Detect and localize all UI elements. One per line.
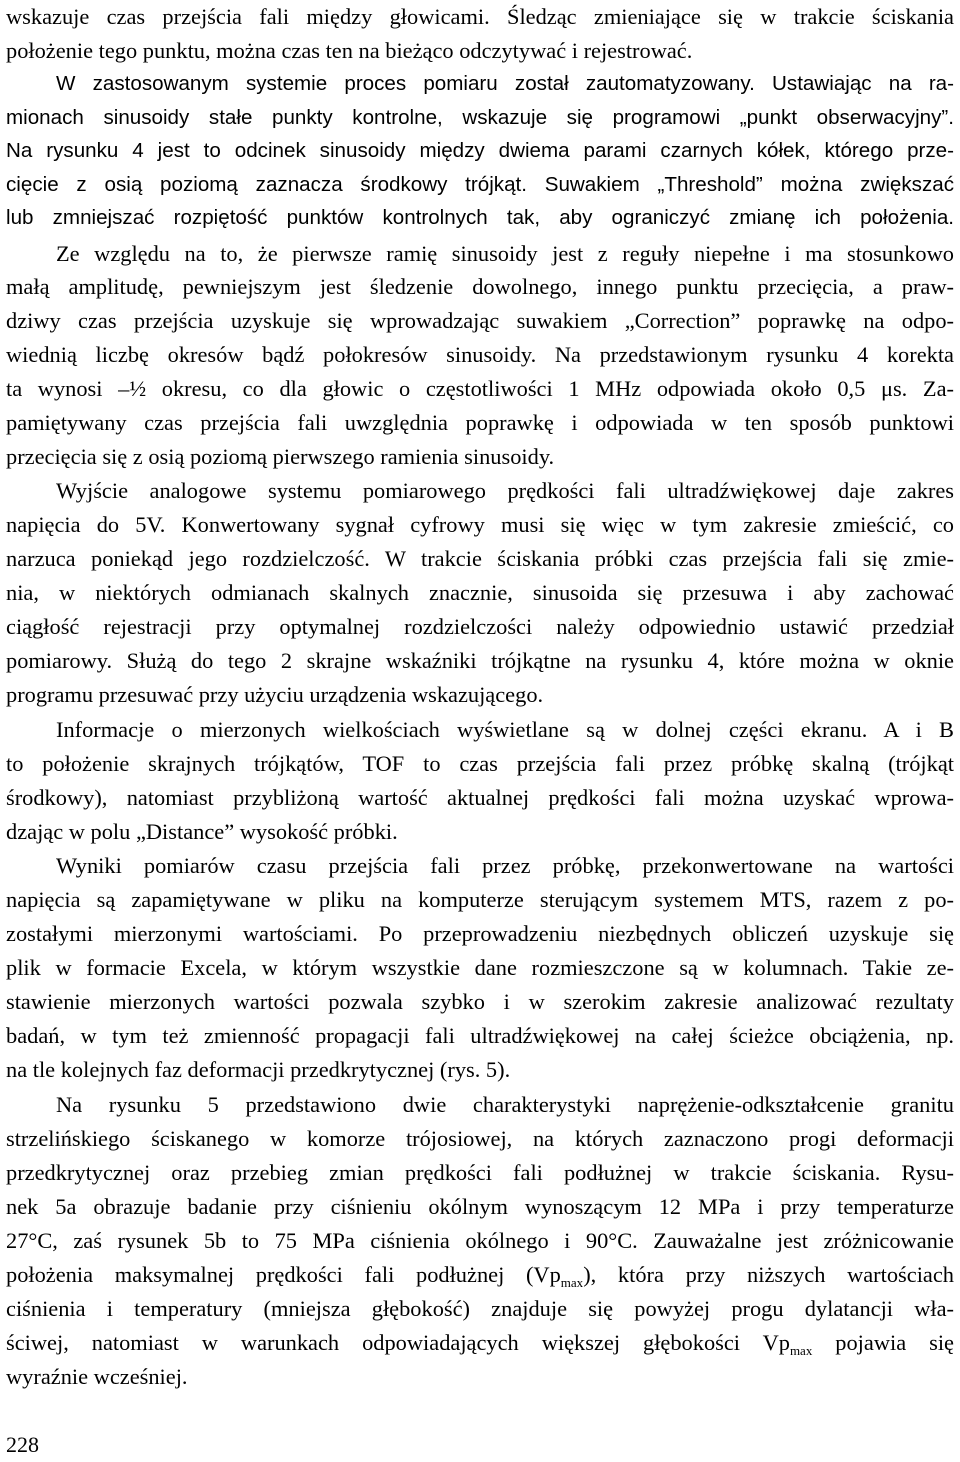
text-line: ciśnienia i temperatury (mniejsza głębokość) znajduje się powyżej progu dylatancji wła-	[6, 1296, 954, 1321]
text-line: ciągłość rejestracji przy optymalnej rozdzielczości należy odpowiednio ustawić przedział	[6, 614, 954, 639]
text-line: położenie tego punktu, można czas ten na bieżąco odczytywać i rejestrować.	[6, 37, 693, 63]
page-number: 228	[6, 1432, 39, 1457]
text-line: 27°C, zaś rysunek 5b to 75 MPa ciśnienia okólnego i 90°C. Zauważalne jest zróżnicowanie	[6, 1228, 954, 1253]
text-line: nia, w niektórych odmianach skalnych znacznie, sinusoida się przesuwa i aby zachować	[6, 580, 954, 605]
text-line: wskazuje czas przejścia fali między głowicami. Śledząc zmieniające się w trakcie ściskania	[6, 4, 954, 29]
text-line: wyraźnie wcześniej.	[6, 1364, 188, 1389]
text-line: strzelińskiego ściskanego w komorze trójosiowej, na których zaznaczono progi deformacji	[6, 1126, 954, 1151]
text-line: W zastosowanym systemie proces pomiaru został zautomatyzowany. Ustawiając na ra-	[56, 72, 954, 95]
text-line: Ze względu na to, że pierwsze ramię sinusoidy jest z reguły niepełne i ma stosunkowo	[56, 240, 954, 266]
text-line: pomiarowy. Służą do tego 2 skrajne wskaźniki trójkątne na rysunku 4, które można w oknie	[6, 648, 954, 673]
subscript: max	[789, 1343, 813, 1358]
text-line: pamiętywany czas przejścia fali uwzględnia poprawkę i odpowiada w ten sposób punktowi	[6, 410, 954, 435]
text-line: narzuca poniekąd jego rozdzielczość. W trakcie ściskania próbki czas przejścia fali się zmie-	[6, 546, 954, 571]
text-line: stawienie mierzonych wartości pozwala szybko i w szerokim zakresie analizować rezultaty	[6, 989, 954, 1014]
text-line: dziwy czas przejścia uzyskuje się wprowadzając suwakiem „Correction” poprawkę na odpo-	[6, 308, 954, 333]
text-line: Na rysunku 4 jest to odcinek sinusoidy między dwiema parami czarnych kółek, którego prze-	[6, 139, 954, 162]
text-line: plik w formacie Excela, w którym wszystkie dane rozmieszczone są w kolumnach. Takie ze-	[6, 955, 954, 980]
text-line	[6, 1326, 954, 1360]
text-line: dzając w polu „Distance” wysokość próbki.	[6, 819, 398, 844]
text-fragment: ściwej, natomiast w warunkach odpowiadających większej głębokości Vp	[6, 1330, 790, 1355]
text-line: przecięcia się z osią poziomą pierwszego ramienia sinusoidy.	[6, 444, 555, 469]
text-line: mionach sinusoidy stałe punkty kontrolne, wskazuje się programowi „punkt obserwacyjny”.	[6, 105, 954, 129]
text-line: Wyniki pomiarów czasu przejścia fali przez próbkę, przekonwertowane na wartości	[56, 853, 954, 878]
text-line: na tle kolejnych faz deformacji przedkrytycznej (rys. 5).	[6, 1057, 511, 1082]
text-line: Na rysunku 5 przedstawiono dwie charakterystyki naprężenie-odkształcenie granitu	[56, 1092, 954, 1117]
subscript: max	[560, 1275, 584, 1290]
text-fragment: ), która przy niższych wartościach	[583, 1262, 954, 1287]
text-line: napięcia do 5V. Konwertowany sygnał cyfrowy musi się więc w tym zakresie zmieścić, co	[6, 512, 954, 537]
text-line: środkowy), natomiast przybliżoną wartość aktualnej prędkości fali można uzyskać wprowa-	[6, 785, 954, 810]
text-line: lub zmniejszać rozpiętość punktów kontrolnych tak, aby ograniczyć zmianę ich położenia.	[6, 206, 954, 229]
text-line: to położenie skrajnych trójkątów, TOF to czas przejścia fali przez próbkę skalną (trójkąt	[6, 751, 954, 776]
text-line: Wyjście analogowe systemu pomiarowego prędkości fali ultradźwiękowej daje zakres	[56, 478, 954, 503]
text-line: wiednią liczbę okresów bądź połokresów sinusoidy. Na przedstawionym rysunku 4 korekta	[6, 342, 954, 367]
text-line: badań, w tym też zmienność propagacji fali ultradźwiękowej na całej ścieżce obciążenia, np.	[6, 1023, 954, 1048]
text-line: nek 5a obrazuje badanie przy ciśnieniu okólnym wynoszącym 12 MPa i przy temperaturze	[6, 1194, 954, 1219]
text-fragment: położenia maksymalnej prędkości fali podłużnej (Vp	[6, 1262, 561, 1287]
text-line: napięcia są zapamiętywane w pliku na komputerze sterującym systemem MTS, razem z po-	[6, 887, 954, 912]
text-line: programu przesuwać przy użyciu urządzenia wskazującego.	[6, 682, 544, 707]
text-line: przedkrytycznej oraz przebieg zmian prędkości fali podłużnej w trakcie ściskania. Rysu-	[6, 1160, 954, 1185]
text-line: Informacje o mierzonych wielkościach wyświetlane są w dolnej części ekranu. A i B	[56, 717, 954, 742]
text-line: małą amplitudę, pewniejszym jest śledzenie dowolnego, innego punktu przecięcia, a praw-	[6, 274, 954, 299]
text-line: ta wynosi –½ okresu, co dla głowic o częstotliwości 1 MHz odpowiada około 0,5 μs. Za-	[6, 376, 954, 401]
text-fragment: pojawia się	[812, 1330, 954, 1355]
text-line: zostałymi mierzonymi wartościami. Po przeprowadzeniu niezbędnych obliczeń uzyskuje się	[6, 921, 954, 946]
text-line: cięcie z osią poziomą zaznacza środkowy trójkąt. Suwakiem „Threshold” można zwiększać	[6, 172, 954, 196]
text-line	[6, 1258, 954, 1292]
